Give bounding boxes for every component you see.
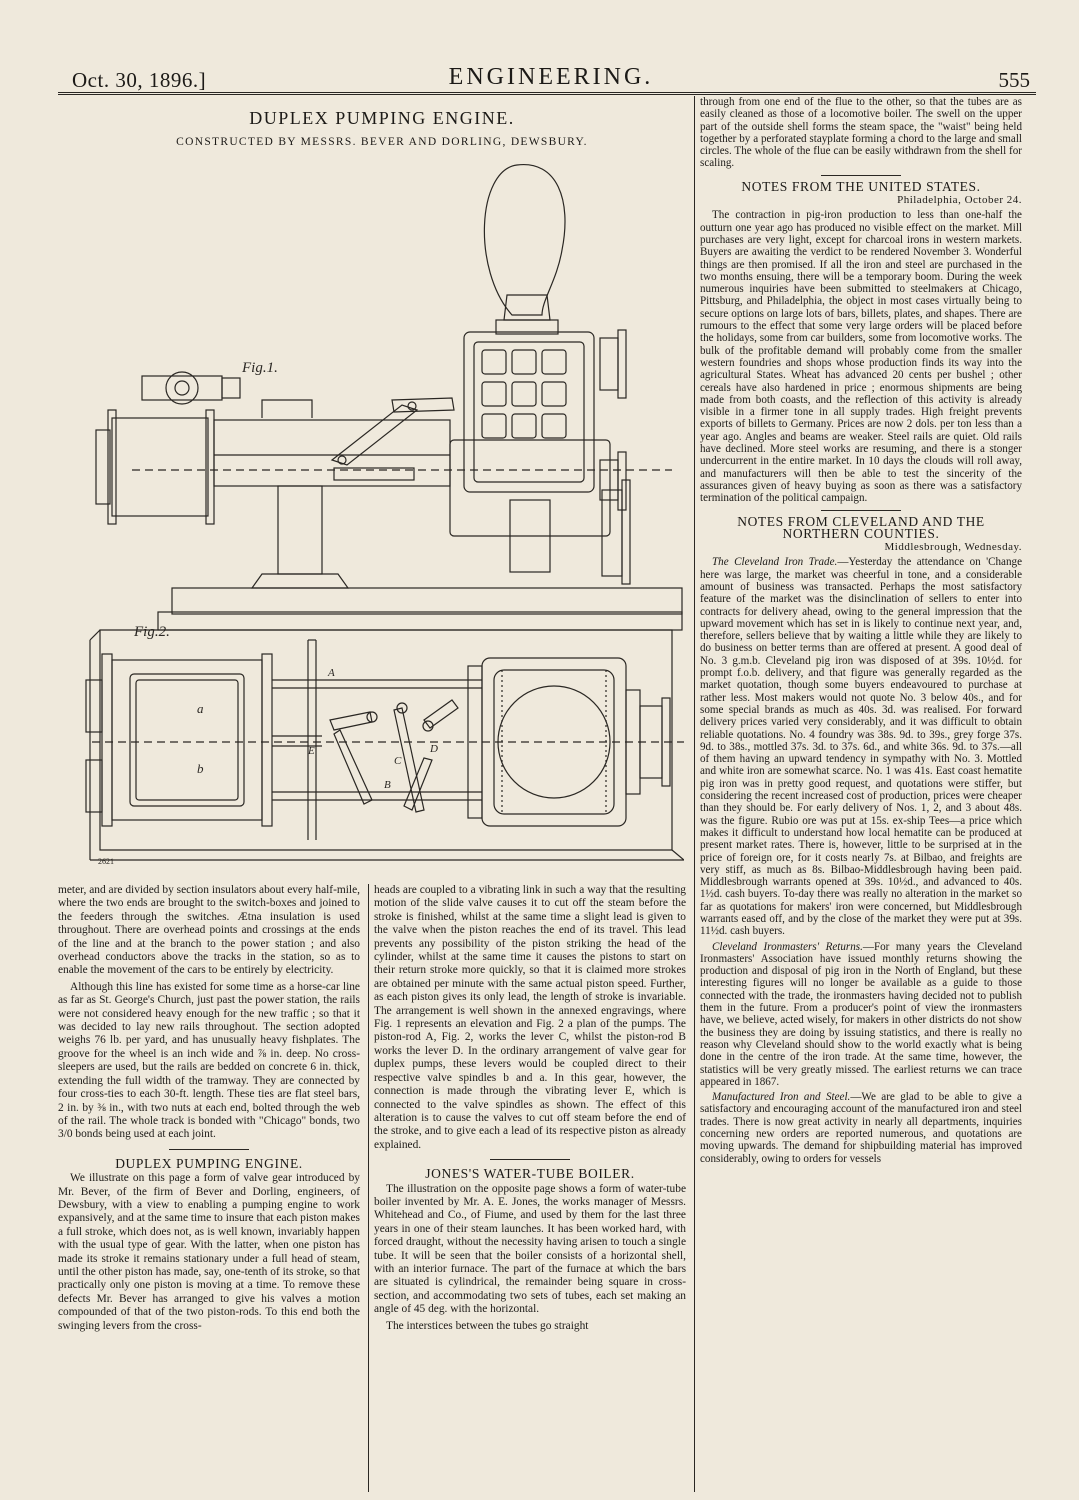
letter-B: B <box>384 779 391 791</box>
vibrating-levers-plan <box>272 700 458 812</box>
valve-gear-elevation <box>132 398 672 486</box>
column-1 <box>58 884 360 1336</box>
tramway-paragraph-2: Although this line has existed for some time as a horse-car line as far as St. George's Church, just past the power station, the rails were not considered heavy enough for the new traffic ; so that it was decided to lay new rails throughout. The section adopted weighs 76 lb. per yard, and has unusually heavy fishplates. The groove for the wheel is an inch wide and ⅞ in. deep. No cross-sleepers are used, but the rails are bedded on concrete 6 in. thick, extending the full width of the tramway. They are connected by four cross-ties to each 30-ft. length. These ties are flat steel bars, 2 in. by ⅜ in., with two nuts at each end, bolted through the web of the rail. The whole track is bonded with "Chicago" bonds, two 3/0 bonds being used at each joint. <box>58 980 360 1141</box>
duplex-continued: heads are coupled to a vibrating link in such a way that the resulting motion of the slide valve causes it to cut off the steam before the stroke is finished, whilst at the same time a slight lead is given to the valve when the piston reaches the end of its travel. This lead prevents any possibility of the piston striking the head of the cylinder, whilst at the same time it causes the pistons to start on their return stroke more quickly, so that it is claimed more strokes are obtained per minute with the same actual piston speed. Further, as each piston gives its only lead, the length of stroke is invariable. The arrangement is well shown in the annexed engravings, where Fig. 1 represents an elevation and Fig. 2 a plan of the pumps. The piston-rod A, Fig. 2, works the lever C, whilst the piston-rod B works the lever D. In the ordinary arrangement of valve gear for duplex pumps, these levers would be coupled direct to their respective valve spindles b and a. In this gear, however, the connection is made through the vibrating lever E, which is connected to the valve spindles as shown. The effect of this alteration is to cause the valves to cut off steam before the end of the stroke, and to give each a lead of its respective piston as already explained. <box>374 884 686 1151</box>
section-rule <box>169 1149 249 1150</box>
letter-C: C <box>394 755 402 767</box>
issue-date: Oct. 30, 1896.] <box>72 68 207 92</box>
boiler-continued: through from one end of the flue to the other, so that the tubes are as easily cleaned as those of a locomotive boiler. The swell on the upper part of the outside shell forms the steam space, the "waist" being held together by a perforated stayplate forming a chord to the large and small circles. The whole of the flue can be easily withdrawn from the shell for scaling. <box>700 96 1022 170</box>
letter-D: D <box>430 743 438 755</box>
pump-valve-chest <box>464 330 626 510</box>
running-head <box>72 62 1030 96</box>
iron-trade-text: —Yesterday the attendance on 'Change here was large, the market was cheerful in tone, and a considerable amount of business was transacted. Perhaps the most satisfactory feature of the market was the disinclination of sellers to enter into contracts for delivery ahead, owing to the general impression that the upward movement which has set in is likely to continue next year, and, therefore, sellers believe that by waiting a little while they are likely to do business on better terms than are offered at present. A good deal of No. 3 g.m.b. Cleveland pig iron was disposed of at 39s. 10½d. for prompt f.o.b. delivery, and that figure was generally regarded as the market quotation, though some buyers endeavoured to purchase at rather less. Most makers would not quote No. 3 below 40s., and for some special brands as much as 40s. 3d. was realised. For forward delivery prices varied very considerably, and it was difficult to obtain reliable quotations. No. 4 foundry was 38s. 9d. to 39s., grey forge 37s. 9d. to 38s., mottled 37s. 3d. to 37s. 6d., and white 36s. 9d. to 37s.—all of them having an upward tendency in sympathy with No. 3. Mottled and white iron are somewhat scarce. No. 1 was 41s. East coast hematite pig iron was in pretty good request, and quotations were stiffer, but considering the recent increased cost of production, prices were cheaper than they should be. For early delivery of Nos. 1, 2, and 3 about 48s. was the figure. Rubio ore was put at 15s. ex-ship Tees—a price which makes it difficult to understand how local hematite can be produced at present market rates. There is, however, little to be surprised at in the price of foreign ore, for it costs nearly 7s. at Bilbao, and freights are very stiff, as much as 8s. Bilbao-Middlesbrough having been paid. Middlesbrough warrants opened at 39s. 10½d., and advanced to 40s. 1½d. cash buyers. To-day there was really no alteration in the market so far as quotations for makers' iron were concerned, but Middlesbrough warrants eased off, and by the close of the market they were put at 39s. 11½d. cash buyers. <box>700 556 1022 938</box>
boiler-paragraph-1: The illustration on the opposite page shows a form of water-tube boiler invented by Mr. A. E. Jones, the works manager of Messrs. Whitehead and Co., of Fiume, and used by them for the last three years in one of their steam launches. It has been worked hard, with forced draught, without the necessity having arisen to touch a single tube. It will be seen that the boiler consists of a horizontal shell, with an interior furnace. The part of the furnace at which the bars are situated is cylindrical, the remainder being square in cross-section, and accommodating two sets of tubes, each set making an angle of 45 deg. with the horizontal. <box>374 1182 686 1316</box>
steam-cylinder-elevation <box>96 372 240 524</box>
column-2 <box>374 884 686 1336</box>
section-rule <box>821 510 901 511</box>
returns-text: —For many years the Cleveland Ironmasters' Association have issued monthly returns showing the production and disposal of pig iron in the North of England, but these interesting figures will no longer be available as a guide to those connected with the trade, the ironmasters having decided not to publish them in the future. From a producer's point of view the ironmasters have, we believe, acted wisely, for makers in other districts do not show the business they are doing by issuing statistics, and there is really no reason why Cleveland should show to the world exactly what is being done in the centre of the iron trade. At the same time, however, the statistics will be very greatly missed. The earliest returns we can trace appeared in 1867. <box>700 940 1023 1088</box>
tramway-paragraph-1: meter, and are divided by section insulators about every half-mile, where the two ends are brought to the switch-boxes and joined to the feeders through the switches. Ætna insulation is used throughout. There are overhead points and crossings at the ends of the line and at the branch to the power station ; and also overhead conductors above the tracks in the station, so as to enable the movement of the cars to be entirely by electricity. <box>58 884 360 977</box>
duplex-paragraph: We illustrate on this page a form of valve gear introduced by Mr. Bever, of the firm of Bever and Dorling, engineers, of Dewsbury, with a view to enabling a pumping engine to work expansively, and at the same time to insure that each piston makes a full stroke, which does not, as is well known, invariably happen with the usual type of gear. With the latter, when one piston has made its stroke it remains stationary under a full head of steam, until the other piston has made, say, one-tenth of its stroke, so that practically only one piston is moving at a time. To remove these defects Mr. Bever has arranged to give his valves a motion compounded of that of the two piston-rods. To this end both the swinging levers from the cross- <box>58 1172 360 1332</box>
steel-lead: Manufactured Iron and Steel. <box>712 1091 851 1104</box>
iron-trade-lead: The Cleveland Iron Trade. <box>712 556 838 569</box>
letter-b: b <box>197 761 204 776</box>
letter-A: A <box>328 667 335 679</box>
duplex-heading: DUPLEX PUMPING ENGINE. <box>115 1155 303 1171</box>
boiler-heading: JONES'S WATER-TUBE BOILER. <box>425 1166 635 1182</box>
header-rule <box>58 92 1036 95</box>
engine-drawing <box>72 160 684 880</box>
us-notes-heading: NOTES FROM THE UNITED STATES. <box>741 178 981 194</box>
engraver-mark: 2621 <box>98 857 114 866</box>
column-rule-lower <box>368 884 369 1492</box>
steel-paragraph <box>700 1091 1022 1165</box>
section-rule <box>821 175 901 176</box>
returns-lead: Cleveland Ironmasters' Returns. <box>712 940 863 953</box>
returns-paragraph <box>700 941 1022 1089</box>
column-3 <box>700 96 1022 1168</box>
steam-cylinder-plan <box>86 654 272 826</box>
page-number: 555 <box>998 68 1030 92</box>
steel-text: —We are glad to be able to give a satisfactory and encouraging account of the manufactured iron and steel trades. There is now great activity in nearly all departments, inquiries concerning new orders are reported numerous, and quotations are moving upwards. The demand for shipbuilding material has improved considerably, owing to orders for vessels <box>700 1091 1022 1165</box>
boiler-paragraph-2: The interstices between the tubes go straight <box>386 1319 589 1332</box>
fig1-label: Fig.1. <box>242 360 278 376</box>
journal-title: ENGINEERING. <box>448 64 654 90</box>
pedestal <box>158 486 682 630</box>
column-rule-right <box>694 96 695 1492</box>
cleveland-dateline: Middlesbrough, Wednesday. <box>884 541 1022 554</box>
iron-trade-paragraph <box>700 556 1022 937</box>
cleveland-heading: NOTES FROM CLEVELAND AND THE NORTHERN COUNTIES. <box>737 513 985 541</box>
section-rule <box>490 1159 570 1160</box>
duplex-engine-figure <box>72 160 684 880</box>
article-subtitle: CONSTRUCTED BY MESSRS. BEVER AND DORLING, DEWSBURY. <box>176 136 588 148</box>
article-title: DUPLEX PUMPING ENGINE. <box>249 108 515 128</box>
fig2-label: Fig.2. <box>134 624 170 640</box>
letter-a: a <box>197 701 204 716</box>
us-dateline: Philadelphia, October 24. <box>897 194 1022 207</box>
air-vessel <box>484 165 565 334</box>
letter-E: E <box>308 745 315 757</box>
pump-cylinder <box>450 440 630 584</box>
piston-rods-plan <box>272 640 482 840</box>
us-notes-paragraph: The contraction in pig-iron production to less than one-half the outturn one year ago has produced no visible effect on the market. Mill purchases are very light, except for charcoal irons in western markets. Buyers are awaiting the verdict to be rendered November 3. Wonderful things are then promised. If all the iron and steel are purchased in the two months ensuing, there will be a temporary boom. During the week numerous inquiries have been submitted to steelmakers at Chicago, Pittsburg, and Philadelphia, the object in most cases virtually being to secure options on large lots of bars, billets, plates, and shapes. There are rumours to the effect that some very large orders will be placed before the holidays, some from car builders, some from locomotive works. The bulk of the profitable demand will probably come from the smaller western foundries and shops whose production finds its way into the agricultural States. Wheat has advanced 20 cents per bushel ; other cereals have also hardened in price ; enormous shipments are being made from both coasts, and the reflection of this activity is already visible in a firmer tone in all supply trades. High freight prevents exports of billets to Germany. Prices are now 2 dols. per ton less than a year ago. Angles and beams are weaker. Steel rails are quiet. Old rails have declined. More steel works are resuming, and there is a stonger undercurrent in the entire market. In 10 days the clouds will roll away, and manufacturers will then be able to test the sincerity of the assurances given of heavy buying as soon as there was a satisfactory termination of the political campaign. <box>700 209 1022 505</box>
